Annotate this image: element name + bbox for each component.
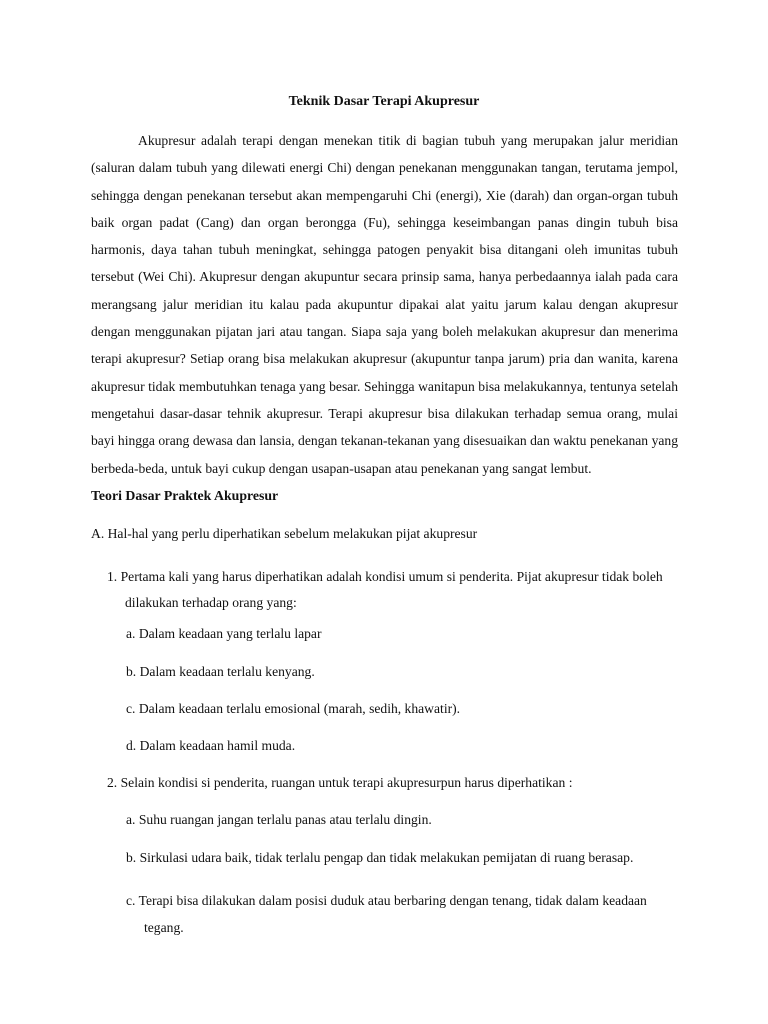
document-title: Teknik Dasar Terapi Akupresur (288, 94, 480, 109)
list-item-1a: a. Dalam keadaan yang terlalu lapar (126, 626, 322, 641)
intro-paragraph: Akupresur adalah terapi dengan menekan titik di bagian tubuh yang merupakan jalur meridian (saluran dalam tubuh yang dilewati energi Chi) dengan penekanan menggunakan tangan, terutama jempol, sehingga dengan penekanan tersebut akan mempengaruhi Chi (energi), Xie (darah) dan organ-organ tubuh baik organ padat (Cang) dan organ berongga (Fu), sehingga keseimbangan panas dingin tubuh bisa harmonis, daya tahan tubuh meningkat, sehingga patogen penyakit bisa ditangani oleh imunitas tubuh tersebut (Wei Chi). Akupresur dengan akupuntur secara prinsip sama, hanya perbedaannya ialah pada cara merangsang jalur meridian itu kalau pada akupuntur dipakai alat yaitu jarum kalau dengan akupresur dengan menggunakan pijatan jari atau tangan. Siapa saja yang boleh melakukan akupresur dan menerima terapi akupresur? Setiap orang bisa melakukan akupresur (akupuntur tanpa jarum) pria dan wanita, karena akupresur tidak membutuhkan tenaga yang besar. Sehingga wanitapun bisa melakukannya, tentunya setelah mengetahui dasar-dasar tehnik akupresur. Terapi akupresur bisa dilakukan terhadap semua orang, mulai bayi hingga orang dewasa dan lansia, dengan tekanan-tekanan yang disesuaikan dan waktu penekanan yang berbeda-beda, untuk bayi cukup dengan usapan-usapan atau penekanan yang sangat lembut. (91, 133, 678, 476)
list-item-2c-line1: c. Terapi bisa dilakukan dalam posisi duduk atau berbaring dengan tenang, tidak dalam keadaan (126, 893, 647, 908)
list-item-1c: c. Dalam keadaan terlalu emosional (marah, sedih, khawatir). (126, 701, 461, 716)
list-item-2c-line2: tegang. (144, 920, 184, 935)
list-item-2: 2. Selain kondisi si penderita, ruangan untuk terapi akupresurpun harus diperhatikan : (107, 775, 573, 790)
list-item-1-line1: 1. Pertama kali yang harus diperhatikan adalah kondisi umum si penderita. Pijat akupresur tidak boleh (107, 569, 663, 584)
list-item-1b: b. Dalam keadaan terlalu kenyang. (126, 664, 315, 679)
list-item-2c (126, 887, 678, 941)
list-item-2a: a. Suhu ruangan jangan terlalu panas atau terlalu dingin. (126, 812, 432, 827)
list-item-1d: d. Dalam keadaan hamil muda. (126, 738, 296, 753)
list-item-2b: b. Sirkulasi udara baik, tidak terlalu pengap dan tidak melakukan pemijatan di ruang berasap. (126, 850, 634, 865)
list-item-1 (107, 564, 678, 616)
list-item-1-line2: dilakukan terhadap orang yang: (125, 595, 297, 610)
section-a-heading: A. Hal-hal yang perlu diperhatikan sebelum melakukan pijat akupresur (91, 526, 478, 541)
section-heading: Teori Dasar Praktek Akupresur (91, 488, 279, 503)
